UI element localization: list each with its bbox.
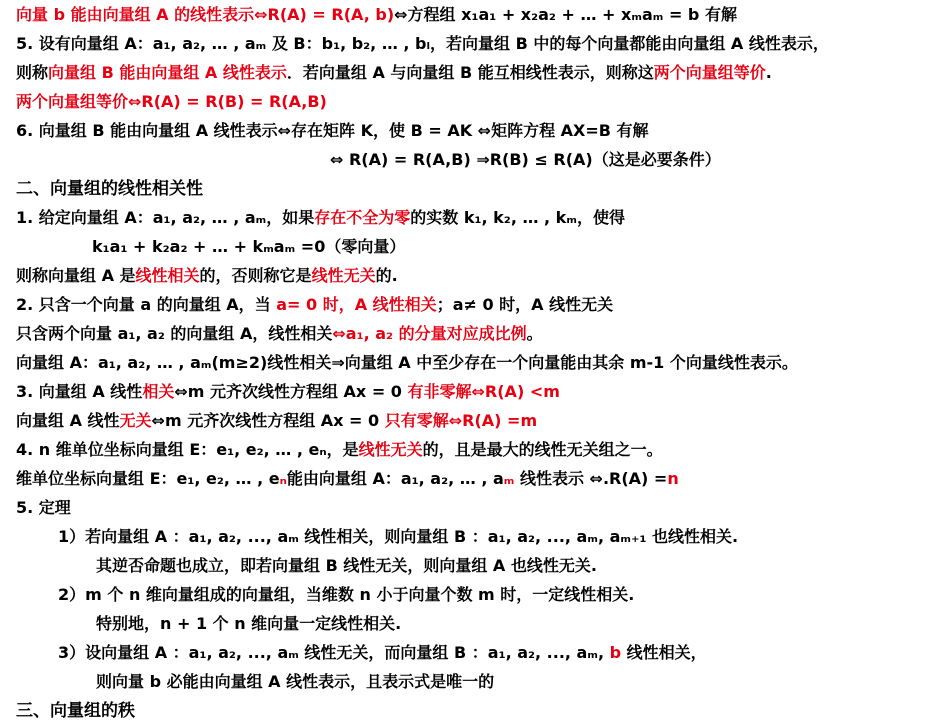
line-m-vectors-dependent xyxy=(16,350,798,376)
line-item5-theorem xyxy=(16,495,71,521)
text-segment: 1. 给定向量组 A：a₁, a₂, … , aₘ，如果 xyxy=(16,208,315,227)
text-segment: 只含两个向量 a₁, a₂ 的向量组 A，线性相关 xyxy=(16,324,333,343)
text-segment: ；a≠ 0 时，A 线性无关 xyxy=(436,295,614,314)
text-segment: ⇔ R(A) = R(A,B) ⇒R(B) ≤ R(A)（这是必要条件） xyxy=(330,150,721,169)
text-segment: ⇔m 元齐次线性方程组 Ax = 0 xyxy=(174,382,408,401)
text-segment: 特别地，n + 1 个 n 维向量一定线性相关. xyxy=(96,614,402,633)
text-segment: 能由向量组 A：a₁, a₂, … , a xyxy=(286,469,504,488)
text-segment: 两个向量组等价 xyxy=(653,63,766,82)
line-theorem-3-conclusion xyxy=(96,669,494,695)
line-vector-b-representation xyxy=(16,2,737,28)
line-def1-given xyxy=(16,205,625,231)
text-segment: 向量 b 能由向量组 A 的线性表示⇔R(A) = R(A, b) xyxy=(16,5,395,24)
text-segment: ⇔m 元齐次线性方程组 Ax = 0 xyxy=(151,411,385,430)
text-segment: 则称 xyxy=(16,63,49,82)
line-def5-intro xyxy=(16,31,829,57)
text-segment: 线性表示 ⇔.R(A) = xyxy=(514,469,668,488)
line-theorem-1-contrapositive xyxy=(96,553,597,579)
text-segment: 二、向量组的线性相关性 xyxy=(16,179,203,199)
text-segment: 3. 向量组 A 线性 xyxy=(16,382,143,401)
text-segment: 2. 只含一个向量 a 的向量组 A，当 xyxy=(16,295,277,314)
line-independent-zero-solution xyxy=(16,408,537,434)
text-segment: a= 0 时，A 线性相关 xyxy=(276,295,437,314)
text-segment: ⇔方程组 x₁a₁ + x₂a₂ + … + xₘaₘ = b 有解 xyxy=(394,5,737,24)
text-segment: 3）设向量组 A ：a₁, a₂, ..., aₘ 线性无关，而向量组 B ：a₁, a₂, ..., aₘ, xyxy=(58,643,610,662)
line-theorem-2 xyxy=(58,582,634,608)
text-segment: 2）m 个 n 维向量组成的向量组，当维数 n 小于向量个数 m 时，一定线性相关. xyxy=(58,585,635,604)
text-segment: 维单位坐标向量组 E：e₁, e₂, … , e xyxy=(16,469,280,488)
line-item4-unit-vectors xyxy=(16,437,663,463)
text-segment: . xyxy=(765,63,772,82)
text-segment: ⇔a₁, a₂ 的分量对应成比例 xyxy=(332,324,527,343)
text-segment: 5. 定理 xyxy=(16,498,71,517)
line-theorem-2-special xyxy=(96,611,401,637)
line-theorem-3 xyxy=(58,640,707,666)
section-heading-linear-dependence xyxy=(16,176,203,202)
text-segment: 存在不全为零 xyxy=(314,208,411,227)
line-item6-matrix-k xyxy=(16,118,649,144)
text-segment: 无关 xyxy=(119,411,152,430)
text-segment: 三、向量组的秩 xyxy=(16,701,135,721)
text-segment: 的实数 k₁, k₂, … , kₘ，使得 xyxy=(410,208,625,227)
text-segment: 向量组 A：a₁, a₂, … , aₘ(m≥2)线性相关⇒向量组 A 中至少存在一个向量能由其余 m-1 个向量线性表示。 xyxy=(16,353,798,372)
text-segment: 4. n 维单位坐标向量组 E：e₁, e₂, … , eₙ，是 xyxy=(16,440,359,459)
text-segment: 的. xyxy=(375,266,398,285)
line-dependent-definition xyxy=(16,263,398,289)
line-item6-rank xyxy=(330,147,721,173)
line-unit-vectors-representation xyxy=(16,466,679,492)
text-segment: 1）若向量组 A ：a₁, a₂, ..., aₘ 线性相关，则向量组 B ：a₁, a₂, ..., aₘ, aₘ₊₁ 也线性相关. xyxy=(58,527,739,546)
section-heading-rank xyxy=(16,698,135,724)
text-segment: 的，否则称它是 xyxy=(199,266,312,285)
text-segment: b xyxy=(609,643,622,662)
text-segment: 线性无关 xyxy=(358,440,423,459)
text-segment: k₁a₁ + k₂a₂ + … + kₘaₘ =0（零向量） xyxy=(92,237,406,256)
text-segment: n xyxy=(667,469,679,488)
text-segment: 则称向量组 A 是 xyxy=(16,266,136,285)
line-item2-single-vector xyxy=(16,292,613,318)
line-two-vectors xyxy=(16,321,543,347)
text-segment: 其逆否命题也成立，即若向量组 B 线性无关，则向量组 A 也线性无关. xyxy=(96,556,597,575)
text-segment: 6. 向量组 B 能由向量组 A 线性表示⇔存在矩阵 K，使 B = AK ⇔矩阵方程 AX=B 有解 xyxy=(16,121,649,140)
text-segment: 两个向量组等价⇔R(A) = R(B) = R(A,B) xyxy=(16,92,327,111)
text-segment: 线性相关， xyxy=(621,643,707,662)
text-segment: ₘ xyxy=(503,469,515,488)
text-segment: 线性无关 xyxy=(311,266,376,285)
text-segment: 向量组 A 线性 xyxy=(16,411,120,430)
text-segment: ．若向量组 A 与向量组 B 能互相线性表示，则称这 xyxy=(286,63,654,82)
text-segment: 向量组 B 能由向量组 A 线性表示 xyxy=(48,63,287,82)
text-segment: 线性相关 xyxy=(135,266,200,285)
text-segment: 5. 设有向量组 A：a₁, a₂, … , aₘ 及 B：b₁, b₂, … , bₗ，若向量组 B 中的每个向量都能由向量组 A 线性表示， xyxy=(16,34,829,53)
text-segment: 。 xyxy=(526,324,543,343)
line-item3-dependent-nonzero xyxy=(16,379,560,405)
line-equivalence-rank xyxy=(16,89,327,115)
text-segment: 则向量 b 必能由向量组 A 线性表示，且表示式是唯一的 xyxy=(96,672,495,691)
line-linear-combination xyxy=(92,234,405,260)
text-segment: 只有零解⇔R(A) =m xyxy=(384,411,538,430)
line-theorem-1 xyxy=(58,524,738,550)
text-segment: 相关 xyxy=(142,382,175,401)
text-segment: 有非零解⇔R(A) <m xyxy=(407,382,560,401)
text-segment: ₙ xyxy=(279,469,287,488)
text-segment: 的，且是最大的线性无关组之一。 xyxy=(422,440,663,459)
line-def5-equivalent xyxy=(16,60,772,86)
